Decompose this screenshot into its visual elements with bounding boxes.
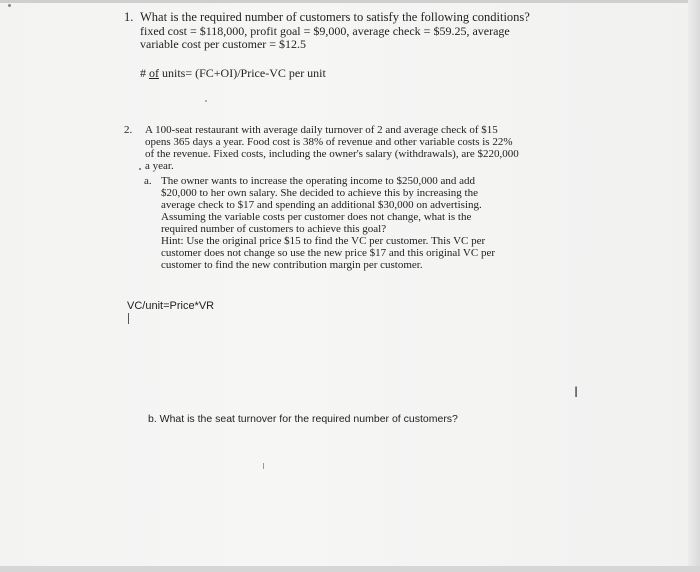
page-bottom-edge bbox=[0, 566, 700, 572]
part-a-line-7: customer does not change so use the new price $17 and this original VC per bbox=[161, 247, 495, 259]
part-a-line-6: Hint: Use the original price $15 to find the VC per customer. This VC per bbox=[161, 235, 486, 247]
part-a-line-5: required number of customers to achieve this goal? bbox=[161, 223, 387, 235]
part-a-line-1: The owner wants to increase the operating income to $250,000 and add bbox=[161, 175, 476, 187]
paper-mark bbox=[263, 463, 264, 469]
ibeam-cursor-icon: I bbox=[574, 385, 579, 401]
corner-speck bbox=[8, 4, 11, 7]
question-2-line-1: A 100-seat restaurant with average daily turnover of 2 and average check of $15 bbox=[145, 124, 498, 136]
vc-per-unit-note[interactable]: VC/unit=Price*VR bbox=[127, 300, 215, 312]
formula-underlined-word: of bbox=[149, 66, 159, 80]
question-1-line-3: variable cost per customer = $12.5 bbox=[140, 37, 307, 51]
page-top-edge bbox=[0, 0, 700, 3]
formula-prefix: # bbox=[140, 66, 149, 80]
question-1-number: 1. bbox=[124, 10, 134, 24]
part-a-line-4: Assuming the variable costs per customer does not change, what is the bbox=[161, 211, 472, 223]
page-right-edge bbox=[688, 0, 700, 572]
units-formula bbox=[140, 66, 326, 81]
text-cursor-icon bbox=[128, 313, 129, 324]
part-a-line-2: $20,000 to her own salary. She decided to achieve this by increasing the bbox=[161, 187, 478, 199]
question-1-line-1: What is the required number of customers to satisfy the following conditions? bbox=[140, 10, 530, 24]
formula-rest: units= (FC+OI)/Price-VC per unit bbox=[159, 66, 326, 80]
part-b-question: b. What is the seat turnover for the required number of customers? bbox=[148, 413, 458, 425]
part-a-marker: a. bbox=[144, 175, 152, 187]
question-2-number: 2. bbox=[124, 124, 133, 136]
paper-speck bbox=[205, 100, 207, 102]
question-2-line-2: opens 365 days a year. Food cost is 38% of revenue and other variable costs is 22% bbox=[145, 136, 513, 148]
question-2-line-4: a year. bbox=[145, 160, 174, 172]
part-a-line-3: average check to $17 and spending an additional $30,000 on advertising. bbox=[161, 199, 482, 211]
question-1-line-2: fixed cost = $118,000, profit goal = $9,000, average check = $59.25, average bbox=[140, 24, 510, 38]
question-2-line-3: of the revenue. Fixed costs, including the owner's salary (withdrawals), are $220,000 bbox=[145, 148, 519, 160]
part-a-line-8: customer to find the new contribution margin per customer. bbox=[161, 259, 423, 271]
bullet-dot bbox=[139, 168, 141, 170]
